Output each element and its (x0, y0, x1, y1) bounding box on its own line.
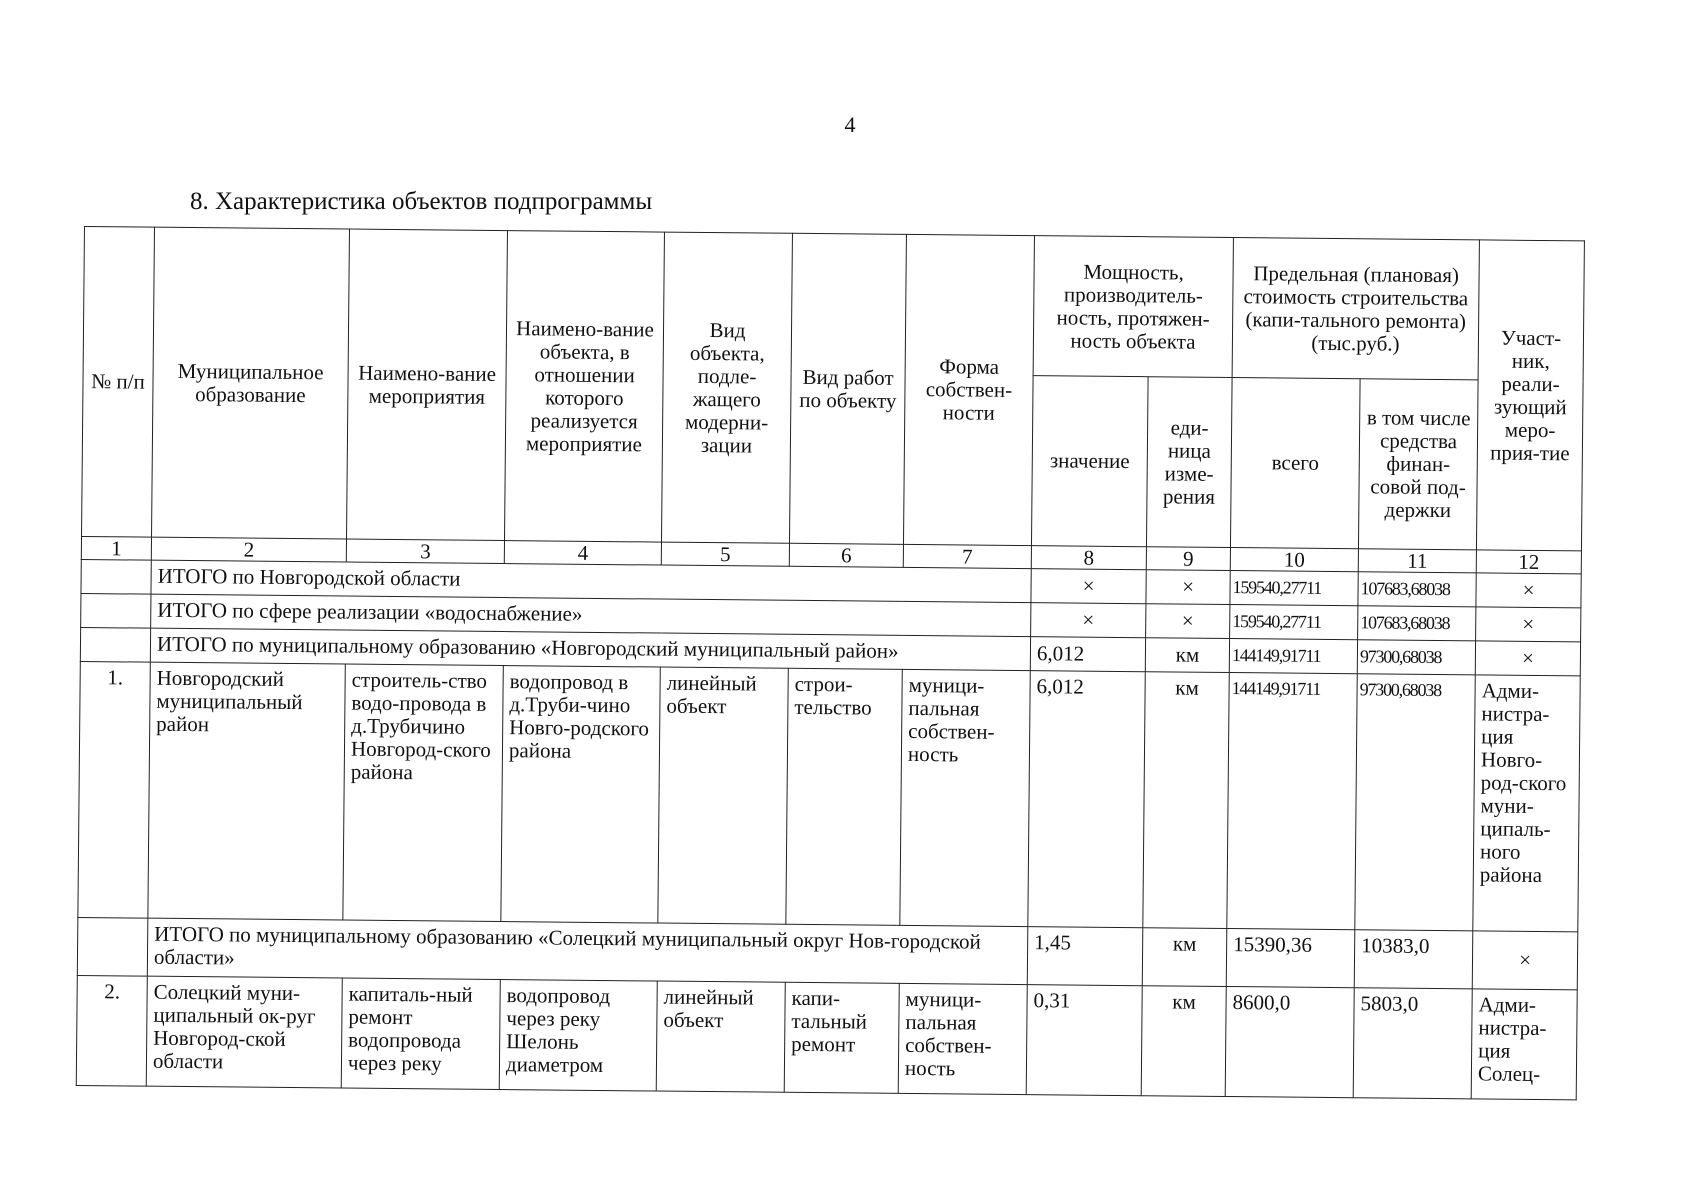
municipality-cell: Новгородский муниципальный район (148, 662, 345, 920)
column-number: 9 (1146, 547, 1230, 571)
column-number: 2 (151, 537, 346, 562)
total-support: 107683,68038 (1358, 606, 1476, 641)
ownership-cell: муници-пальная собствен-ность (900, 669, 1030, 926)
total-support: 107683,68038 (1358, 572, 1476, 607)
header-municipality: Муниципальное образование (152, 227, 350, 539)
total-unit: × (1146, 570, 1230, 605)
header-work-type: Вид работ по объекту (789, 233, 906, 544)
total-participant: × (1475, 641, 1580, 676)
total-label: ИТОГО по муниципальному образованию «Новгородский муниципальный район» (150, 628, 1030, 670)
header-measure: Наимено-вание мероприятия (347, 229, 508, 541)
total-participant: × (1476, 607, 1581, 642)
participant-cell: Адми-нистра-ция Солец- (1471, 989, 1577, 1100)
total-label: ИТОГО по Новгородской области (151, 560, 1031, 602)
header-capacity: Мощность, производитель-ность, протяжен-ность объекта (1033, 236, 1233, 378)
column-number: 8 (1031, 546, 1146, 570)
total-value: × (1031, 603, 1146, 638)
column-number: 1 (81, 536, 151, 560)
empty-cell (81, 593, 151, 628)
empty-cell (81, 559, 151, 594)
total-sum: 144149,91711 (1229, 639, 1357, 674)
empty-cell (80, 627, 150, 662)
total-value: × (1031, 569, 1146, 604)
total-participant: × (1476, 573, 1581, 608)
total-sum: 159540,27711 (1230, 571, 1358, 606)
total-sum: 15390,36 (1226, 929, 1355, 988)
unit-cell: км (1141, 986, 1226, 1097)
column-number: 6 (789, 543, 903, 567)
unit-cell: км (1143, 672, 1229, 929)
total-label: ИТОГО по сфере реализации «водоснабжение» (151, 594, 1031, 636)
object-cell: водопровод через реку Шелонь диаметром (499, 980, 657, 1092)
header-ownership: Форма собствен-ности (903, 234, 1034, 545)
column-number: 4 (504, 541, 661, 566)
page-number: 4 (844, 112, 856, 137)
total-sum: 159540,27711 (1230, 605, 1358, 640)
header-value: значение (1031, 376, 1148, 547)
section-title: 8. Характеристика объектов подпрограммы (190, 188, 653, 215)
column-number: 12 (1476, 550, 1581, 574)
column-number: 11 (1358, 549, 1476, 573)
header-object: Наимено-вание объекта, в отношении которого реализуется мероприятие (504, 231, 664, 542)
value-cell: 6,012 (1028, 671, 1145, 928)
total-value: 1,45 (1027, 927, 1143, 986)
column-number: 5 (661, 542, 789, 566)
objects-table (76, 226, 1585, 1100)
object-type-cell: линейный объект (658, 667, 788, 924)
support-cell: 5803,0 (1353, 988, 1472, 1099)
objects-table-wrapper (76, 226, 1585, 1100)
table-row (78, 661, 1580, 931)
header-unit: еди-ница изме-рения (1146, 377, 1232, 548)
work-type-cell: капи-тальный ремонт (784, 982, 899, 1093)
total-cost-cell: 8600,0 (1225, 986, 1354, 1097)
work-type-cell: строи-тельство (786, 668, 902, 925)
column-number: 10 (1230, 548, 1358, 572)
ownership-cell: муници-пальная собствен-ность (898, 983, 1027, 1094)
total-unit: км (1145, 638, 1229, 673)
total-participant: × (1472, 931, 1578, 990)
measure-cell: капиталь-ный ремонт водопровода через реку (341, 978, 500, 1090)
header-including: в том числе средства финан-совой под-держки (1358, 379, 1478, 550)
value-cell: 0,31 (1026, 985, 1142, 1096)
object-cell: водопровод в д.Труби-чино Новго-родского района (501, 666, 660, 923)
header-object-type: Вид объекта, подле-жащего модерни-зации (661, 232, 792, 543)
header-num: № п/п (82, 227, 155, 538)
total-value: 6,012 (1030, 637, 1145, 672)
header-total: всего (1230, 378, 1360, 549)
object-type-cell: линейный объект (656, 981, 785, 1092)
participant-cell: Адми-нистра-ция Новго-род-ского муни-ципаль-ного района (1473, 675, 1580, 932)
header-participant: Участ-ник, реали-зующий меро-прия-тие (1476, 240, 1584, 551)
header-cost: Предельная (плановая) стоимость строительства (капи-тального ремонта) (тыс.руб.) (1232, 238, 1479, 380)
total-unit: × (1146, 604, 1230, 639)
total-support: 97300,68038 (1357, 640, 1475, 675)
total-label: ИТОГО по муниципальному образованию «Солецкий муниципальный округ Нов-городской области» (147, 918, 1028, 984)
total-cost-cell: 144149,91711 (1227, 673, 1357, 930)
row-number: 1. (78, 661, 150, 918)
municipality-cell: Солецкий муни-ципальный ок-руг Новгород-ской области (146, 976, 342, 1088)
measure-cell: строитель-ство водо-провода в д.Трубичино Новгород-ского района (343, 664, 503, 922)
table-row (76, 975, 1577, 1099)
empty-cell (77, 917, 148, 976)
total-unit: км (1142, 928, 1227, 987)
column-number: 3 (346, 539, 504, 564)
total-support: 10383,0 (1354, 930, 1473, 989)
row-number: 2. (76, 975, 147, 1086)
column-number: 7 (903, 544, 1031, 568)
support-cell: 97300,68038 (1355, 674, 1475, 931)
